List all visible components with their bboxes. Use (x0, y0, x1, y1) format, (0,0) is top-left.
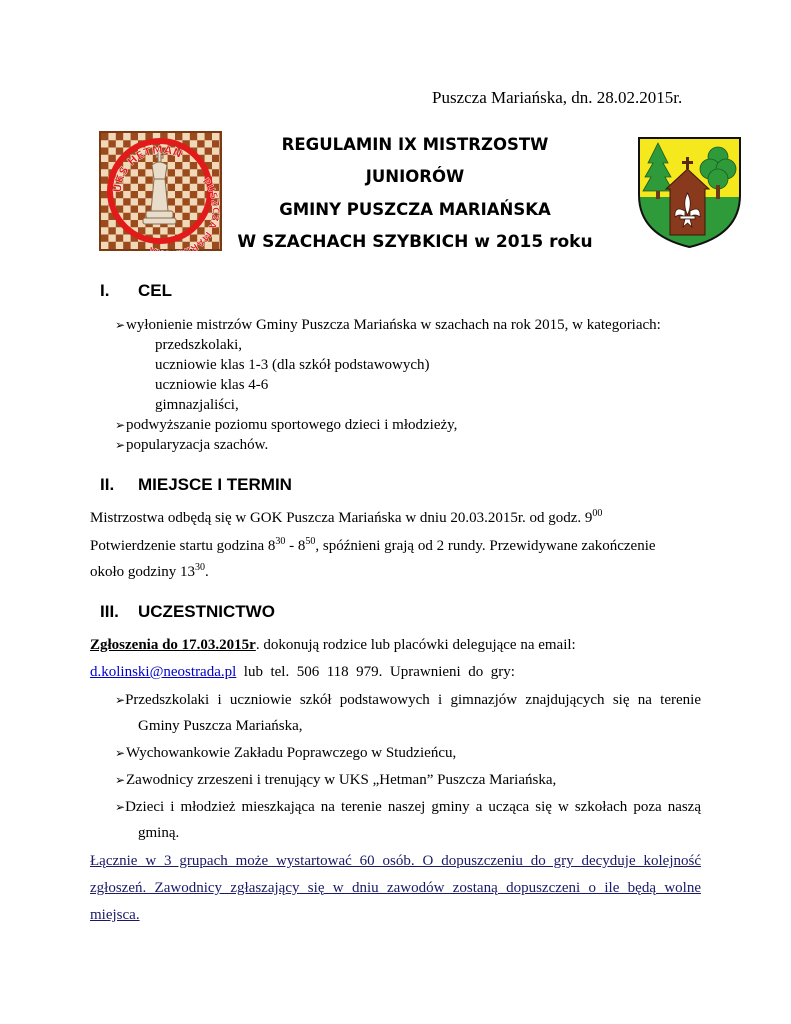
arrow-bullet-icon: ➢ (115, 438, 126, 452)
category-item: uczniowie klas 4-6 (155, 377, 269, 393)
category-item: gimnazjaliści, (155, 397, 239, 413)
chessboard-logo-graphic (99, 131, 222, 251)
list-item: ➢wyłonienie mistrzów Gminy Puszcza Mariańska w szachach na rok 2015, w kategoriach: (115, 317, 661, 333)
section-title: MIEJSCE I TERMIN (138, 475, 292, 494)
arrow-bullet-icon: ➢ (115, 418, 126, 432)
title-line-1: REGULAMIN IX MISTRZOSTW (281, 135, 549, 154)
capacity-note-line-2: zgłoszeń. Zawodnicy zgłaszający się w dniu zawodów zostaną dopuszczeni o ile będą wolne (90, 880, 701, 896)
document-date: Puszcza Mariańska, dn. 28.02.2015r. (432, 88, 683, 107)
section-cel-heading (100, 281, 172, 301)
section-title: UCZESTNICTWO (138, 602, 275, 621)
list-item: ➢Dzieci i młodzież mieszkająca na terenie naszej gminy a ucząca się w szkołach poza naszą (115, 799, 701, 815)
coat-of-arms (636, 135, 743, 250)
category-item: uczniowie klas 1-3 (dla szkół podstawowych) (155, 357, 430, 373)
title-line-2: JUNIORÓW (365, 167, 465, 186)
capacity-note-line-3: miejsca. (90, 907, 140, 923)
capacity-note-line-1: Łącznie w 3 grupach może wystartować 60 osób. O dopuszczeniu do gry decyduje kolejność (90, 853, 701, 869)
category-item: przedszkolaki, (155, 337, 243, 353)
registration-line: Zgłoszenia do 17.03.2015r. dokonują rodzice lub placówki delegujące na email: (90, 637, 576, 653)
title-line-3: GMINY PUSZCZA MARIAŃSKA (279, 200, 551, 219)
section-miejsce-heading (100, 475, 292, 495)
section-number: III. (100, 602, 119, 621)
venue-line-1: Mistrzostwa odbędą się w GOK Puszcza Mariańska w dniu 20.03.2015r. od godz. $9^{00}$ (90, 508, 603, 526)
list-item: ➢Zawodnicy zrzeszeni i trenujący w UKS „Hetman” Puszcza Mariańska, (115, 772, 557, 788)
club-logo-text-bottom: PUSZCZA MARI A (147, 176, 221, 251)
list-item: ➢Przedszkolaki i uczniowie szkół podstawowych i gimnazjów znajdujących się na terenie (115, 692, 701, 708)
club-logo-text-top: UKS HETMAN (110, 143, 184, 194)
list-item-continuation: gminą. (138, 825, 180, 841)
list-item: ➢Wychowankowie Zakładu Poprawczego w Studzieńcu, (115, 745, 457, 761)
title-line-4: W SZACHACH SZYBKICH w 2015 roku (237, 232, 593, 252)
arrow-bullet-icon: ➢ (115, 318, 126, 332)
section-title: CEL (138, 281, 172, 300)
venue-line-3: około godziny $13^{30}$. (90, 562, 209, 580)
coat-of-arms-graphic (636, 135, 743, 250)
list-item: ➢podwyższanie poziomu sportowego dzieci i młodzieży, (115, 417, 458, 433)
arrow-bullet-icon: ➢ (115, 800, 126, 814)
contact-line: d.kolinski@neostrada.pl lub tel. 506 118 979. Uprawnieni do gry: (90, 664, 515, 680)
arrow-bullet-icon: ➢ (115, 773, 126, 787)
section-number: I. (100, 281, 110, 300)
arrow-bullet-icon: ➢ (115, 746, 126, 760)
list-item-continuation: Gminy Puszcza Mariańska, (138, 718, 303, 734)
list-item: ➢popularyzacja szachów. (115, 437, 269, 453)
venue-line-2: Potwierdzenie startu godzina $8^{30} - 8^{50}$, spóźnieni grają od 2 rundy. Przewidywane zakończenie (90, 536, 656, 554)
section-number: II. (100, 475, 115, 494)
club-logo (99, 131, 222, 251)
arrow-bullet-icon: ➢ (115, 693, 126, 707)
email-link[interactable]: d.kolinski@neostrada.pl (90, 664, 237, 680)
section-uczestnictwo-heading (100, 602, 275, 622)
